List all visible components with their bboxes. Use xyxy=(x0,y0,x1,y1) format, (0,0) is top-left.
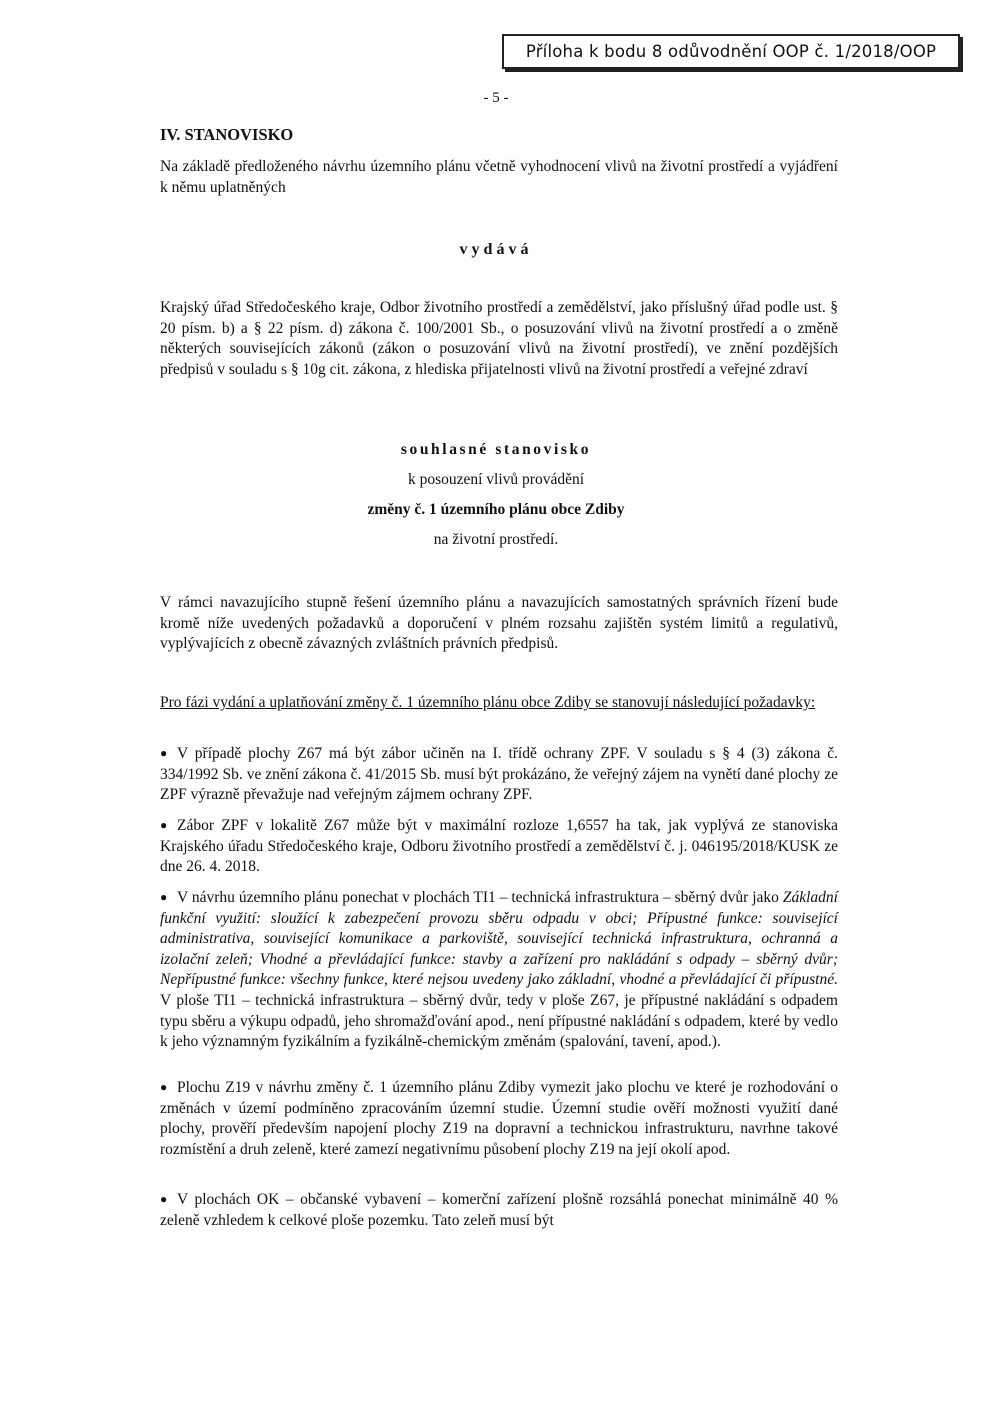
item-text: Zábor ZPF v lokalitě Z67 může být v maximální rozloze 1,6557 ha tak, jak vyplývá ze stanoviska Krajského úřadu Středočeského kraje, Odboru životního prostředí a zemědělství č. j. 046195/2018/KUSK ze dne 26. 4. 2018. xyxy=(160,817,838,876)
section-title: IV. STANOVISKO xyxy=(160,125,294,144)
item-text: V plochách OK – občanské vybavení – komerční zařízení plošně rozsáhlá ponechat minimálně 40 % zeleně vzhledem k celkové ploše pozemku. Tato zeleň musí být xyxy=(160,1191,838,1229)
list-item xyxy=(160,1077,838,1160)
item-text: Plochu Z19 v návrhu změny č. 1 územního plánu Zdiby vymezit jako plochu ve které je rozhodování o změnách v území podmíněno zpracováním územní studie. Územní studie ověří možnosti využití dané plochy, prověří především napojení plochy Z19 na dopravní a technickou infrastrukturu, navrhne takové rozmístění a druh zeleně, které zamezí negativnímu působení plochy Z19 na její okolí apod. xyxy=(160,1079,838,1158)
bullet-icon: ● xyxy=(160,1192,168,1206)
requirements-heading: Pro fázi vydání a uplatňování změny č. 1 územního plánu obce Zdiby se stanovují následující požadavky: xyxy=(160,694,816,711)
issues-word: vydává xyxy=(459,241,533,258)
opinion-title: souhlasné stanovisko xyxy=(400,441,592,458)
attachment-stamp: Příloha k bodu 8 odůvodnění OOP č. 1/2018/OOP xyxy=(502,34,960,69)
bullet-icon: ● xyxy=(160,1080,168,1094)
opinion-subject: k posouzení vlivů provádění xyxy=(407,471,585,488)
list-item xyxy=(160,743,838,806)
authority-paragraph: Krajský úřad Středočeského kraje, Odbor životního prostředí a zemědělství, jako příslušný úřad podle ust. § 20 písm. b) a § 22 písm. d) zákona č. 100/2001 Sb., o posuzování vlivů na životní prostředí a o změně některých souvisejících zákonů (zákon o posuzování vlivů na životní prostředí), ve znění pozdějších předpisů v souladu s § 10g cit. zákona, z hlediska přijatelnosti vlivů na životní prostředí a veřejné zdraví xyxy=(160,299,838,378)
opinion-scope: na životní prostředí. xyxy=(433,531,559,548)
opinion-plan: změny č. 1 územního plánu obce Zdiby xyxy=(367,501,625,518)
framework-paragraph: V rámci navazujícího stupně řešení územního plánu a navazujících samostatných správních řízení bude kromě níže uvedených požadavků a doporučení v plném rozsahu zajištěn systém limitů a regulativů, vyplývajících z obecně závazných zvláštních právních předpisů. xyxy=(160,594,838,653)
item-text: V případě plochy Z67 má být zábor učiněn na I. třídě ochrany ZPF. V souladu s § 4 (3) zákona č. 334/1992 Sb. ve znění zákona č. 41/2015 Sb. musí být prokázáno, že veřejný zájem na vynětí dané plochy ze ZPF výrazně převažuje nad veřejným zájmem ochrany ZPF. xyxy=(160,745,838,804)
bullet-icon: ● xyxy=(160,746,168,760)
intro-paragraph: Na základě předloženého návrhu územního plánu včetně vyhodnocení vlivů na životní prostředí a vyjádření k němu uplatněných xyxy=(160,158,838,196)
list-item xyxy=(160,1189,838,1231)
list-item xyxy=(160,815,838,878)
bullet-icon: ● xyxy=(160,818,168,832)
item-text: V návrhu územního plánu ponechat v plochách TI1 – technická infrastruktura – sběrný dvůr jako xyxy=(177,889,783,906)
list-item xyxy=(160,887,838,1053)
page-number: - 5 - xyxy=(483,90,509,106)
item-text: V ploše TI1 – technická infrastruktura – sběrný dvůr, tedy v ploše Z67, je přípustné nakládání s odpadem typu sběru a výkupu odpadů, jeho shromažďování apod., není přípustné nakládání s odpadem, které by vedlo k jeho významným fyzikálním a fyzikálně-chemickým změnám (spalování, tavení, apod.). xyxy=(160,991,838,1051)
bullet-icon: ● xyxy=(160,890,168,904)
item-text-italic: Základní funkční využití: sloužící k zabezpečení provozu sběru odpadu v obci; Přípustné funkce: související administrativa, související komunikace a parkoviště, související technická infrastruktura, ochranná a izolační zeleň; Vhodné a převládající funkce: stavby a zařízení pro nakládání s odpady – sběrný dvůr; Nepřípustné funkce: všechny funkce, které nejsou uvedeny jako základní, vhodné a převládající či přípustné. xyxy=(160,889,838,989)
